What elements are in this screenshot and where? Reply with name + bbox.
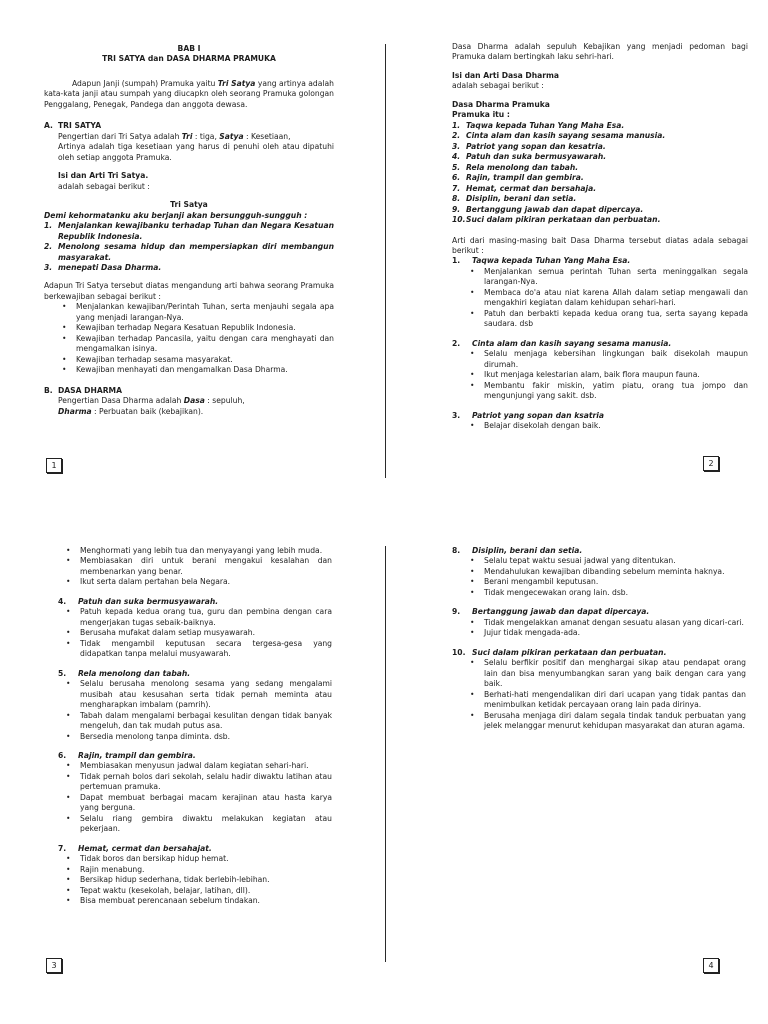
point-10-heading: 10. Suci dalam pikiran perkataan dan perbuatan.: [452, 647, 667, 657]
list-item: • Berusaha menjaga diri dalam segala tindak tanduk perbuatan yang jelek melanggar menurut kehidupan masyarakat dan aturan agama.: [484, 711, 746, 732]
list-item: • Membaca do'a atau niat karena Allah dalam setiap mengawali dan mengakhiri kegiatan dalam kehidupan sehari-hari.: [484, 288, 748, 309]
list-item: • Selalu menjaga kebersihan lingkungan baik disekolah maupun dirumah.: [484, 349, 748, 370]
page-divider-bottom: [385, 546, 386, 962]
list-item: • Bisa membuat perencanaan sebelum tindakan.: [80, 896, 332, 906]
point-9-bullets: [452, 618, 746, 639]
isi-dasa-title: Isi dan Arti Dasa Dharma: [452, 70, 560, 80]
isi-title: Isi dan Arti Tri Satya.: [58, 171, 149, 181]
dasa-item: 10. Suci dalam pikiran perkataan dan perbuatan.: [452, 215, 661, 225]
dasa-item: 9. Bertanggung jawab dan dapat dipercaya.: [452, 204, 644, 214]
list-item: • Patuh dan berbakti kepada kedua orang tua, serta sayang kepada saudara. dsb: [484, 309, 748, 330]
oath-intro: Demi kehormatanku aku berjanji akan bersungguh-sungguh :: [44, 210, 308, 220]
dasa-dharma-list: [452, 121, 748, 226]
dharma-definition: Dharma : Perbuatan baik (kebajikan).: [58, 406, 204, 416]
point-4-heading: 4. Patuh dan suka bermusyawarah.: [58, 596, 219, 606]
point-3-continued-bullets: [58, 546, 332, 588]
page-number-4: 4: [703, 958, 719, 973]
oath-item: 1. Menjalankan kewajibanku terhadap Tuhan dan Negara Kesatuan Republik Indonesia.: [44, 221, 334, 241]
list-item: • Kewajiban menhayati dan mengamalkan Dasa Dharma.: [76, 365, 334, 375]
list-item: • Ikut serta dalam pertahan bela Negara.: [80, 577, 332, 587]
list-item: • Rajin menabung.: [80, 865, 332, 875]
dasa-intro: Dasa Dharma adalah sepuluh Kebajikan yang menjadi pedoman bagi Pramuka dalam bertingkah laku sehri-hari.: [452, 42, 748, 62]
tri-satya-meaning: Artinya adalah tiga kesetiaan yang harus di penuhi oleh atau dipatuhi oleh setiap anggota Pramuka.: [58, 142, 334, 162]
dasa-item: 2. Cinta alam dan kasih sayang sesama manusia.: [452, 131, 666, 141]
isi-subtitle: adalah sebagai berikut :: [58, 181, 150, 191]
chapter-title: TRI SATYA dan DASA DHARMA PRAMUKA: [102, 54, 276, 64]
section-b-heading: B. DASA DHARMA: [44, 385, 122, 395]
section-a-heading: A. TRI SATYA: [44, 121, 102, 131]
list-item: • Patuh kepada kedua orang tua, guru dan pembina dengan cara mengerjakan tugas sebaik-baiknya.: [80, 607, 332, 628]
list-item: • Mendahulukan kewajiban dibanding sebelum meminta haknya.: [484, 567, 746, 577]
list-item: • Menjalankan semua perintah Tuhan serta meninggalkan segala larangan-Nya.: [484, 267, 748, 288]
dasa-item: 7. Hemat, cermat dan bersahaja.: [452, 183, 597, 193]
list-item: • Selalu berfikir positif dan menghargai sikap atau pendapat orang lain dan bisa menyumbangkan saran yang baik dengan cara yang baik.: [484, 658, 746, 689]
list-item: • Kewajiban terhadap Pancasila, yaitu dengan cara menghayati dan mengamalkan isinya.: [76, 334, 334, 355]
point-5-heading: 5. Rela menolong dan tabah.: [58, 668, 191, 678]
point-8-bullets: [452, 556, 746, 598]
intro-paragraph: Adapun Janji (sumpah) Pramuka yaitu Tri Satya yang artinya adalah kata-kata janji atau sumpah yang diucapkn oleh seorang Pramuka golongan Penggalang, Penegak, Pandega dan anggota dewasa.: [44, 78, 334, 109]
point-3-heading: 3. Patriot yang sopan dan ksatria: [452, 410, 604, 420]
list-item: • Menjalankan kewajiban/Perintah Tuhan, serta menjauhi segala apa yang menjadi larangan-Nya.: [76, 302, 334, 323]
dasa-item: 5. Rela menolong dan tabah.: [452, 162, 579, 172]
point-7-bullets: [58, 854, 332, 906]
oath-list: [44, 221, 334, 273]
list-item: • Membantu fakir miskin, yatim piatu, orang tua jompo dan mengunjungi yang sakit. dsb.: [484, 381, 748, 402]
point-1-heading: 1. Taqwa kepada Tuhan Yang Maha Esa.: [452, 256, 631, 266]
dasa-definition: Pengertian Dasa Dharma adalah Dasa : sepuluh,: [58, 396, 245, 406]
list-item: • Tidak mengecewakan orang lain. dsb.: [484, 588, 746, 598]
list-item: • Selalu riang gembira diwaktu melakukan kegiatan atau pekerjaan.: [80, 814, 332, 835]
page-3: [58, 546, 332, 907]
oath-item: 3. menepati Dasa Dharma.: [44, 262, 162, 272]
page-number-1: 1: [46, 458, 62, 473]
dasa-item: 8. Disiplin, berani dan setia.: [452, 194, 577, 204]
list-item: • Berhati-hati mengendalikan diri dari ucapan yang tidak pantas dan menimbulkan ketidak percayaan orang lain pada dirinya.: [484, 690, 746, 711]
chapter-label: BAB I: [177, 44, 201, 53]
meaning-intro: Adapun Tri Satya tersebut diatas mengandung arti bahwa seorang Pramuka berkewajiban sebagai berikut :: [44, 281, 334, 301]
point-1-bullets: [452, 267, 748, 330]
oath-title: Tri Satya: [170, 200, 208, 210]
arti-intro: Arti dari masing-masing bait Dasa Dharma tersebut diatas adala sebagai berikut :: [452, 235, 748, 255]
list-item: • Tidak mengelakkan amanat dengan sesuatu alasan yang dicari-cari.: [484, 618, 746, 628]
point-7-heading: 7. Hemat, cermat dan bersahajat.: [58, 843, 212, 853]
isi-dasa-subtitle: adalah sebagai berikut :: [452, 81, 544, 91]
list-item: • Tidak mengambil keputusan secara tergesa-gesa yang didapatkan tanpa melalui musyawarah.: [80, 639, 332, 660]
point-6-heading: 6. Rajin, trampil dan gembira.: [58, 750, 196, 760]
list-item: • Tidak boros dan bersikap hidup hemat.: [80, 854, 332, 864]
list-item: • Tidak pernah bolos dari sekolah, selalu hadir diwaktu latihan atau pertemuan pramuka.: [80, 772, 332, 793]
page-number-2: 2: [703, 456, 719, 471]
dasa-dharma-title: Dasa Dharma Pramuka: [452, 99, 550, 109]
oath-item: 2. Menolong sesama hidup dan mempersiapkan diri membangun masyarakat.: [44, 242, 334, 262]
list-item: • Kewajiban terhadap Negara Kesatuan Republik Indonesia.: [76, 323, 334, 333]
point-5-bullets: [58, 679, 332, 742]
point-3-bullets: [452, 421, 748, 431]
list-item: • Membiasakan menyusun jadwal dalam kegiatan sehari-hari.: [80, 761, 332, 771]
page-4: [452, 546, 746, 732]
dasa-item: 4. Patuh dan suka bermusyawarah.: [452, 152, 607, 162]
list-item: • Bersikap hidup sederhana, tidak berlebih-lebihan.: [80, 875, 332, 885]
list-item: • Kewajiban terhadap sesama masyarakat.: [76, 355, 334, 365]
page-number-3: 3: [46, 958, 62, 973]
point-8-heading: 8. Disiplin, berani dan setia.: [452, 546, 583, 555]
dasa-item: 1. Taqwa kepada Tuhan Yang Maha Esa.: [452, 120, 625, 130]
list-item: • Menghormati yang lebih tua dan menyayangi yang lebih muda.: [80, 546, 332, 556]
point-4-bullets: [58, 607, 332, 659]
meaning-bullets: [44, 302, 334, 375]
tri-satya-definition: Pengertian dari Tri Satya adalah Tri : tiga, Satya : Kesetiaan,: [58, 131, 291, 141]
page-1: [44, 44, 334, 417]
dasa-item: 6. Rajin, trampil dan gembira.: [452, 173, 584, 183]
dasa-dharma-subtitle: Pramuka itu :: [452, 110, 510, 120]
list-item: • Dapat membuat berbagai macam kerajinan atau hasta karya yang berguna.: [80, 793, 332, 814]
point-10-bullets: [452, 658, 746, 731]
list-item: • Tabah dalam mengalami berbagai kesulitan dengan tidak banyak mengeluh, dan tak mudah putus asa.: [80, 711, 332, 732]
point-9-heading: 9. Bertanggung jawab dan dapat dipercaya.: [452, 607, 650, 617]
page-2: [452, 42, 748, 431]
list-item: • Berusaha mufakat dalam setiap musyawarah.: [80, 628, 332, 638]
list-item: • Tepat waktu (kesekolah, belajar, latihan, dll).: [80, 886, 332, 896]
dasa-item: 3. Patriot yang sopan dan kesatria.: [452, 141, 606, 151]
list-item: • Ikut menjaga kelestarian alam, baik flora maupun fauna.: [484, 370, 748, 380]
list-item: • Bersedia menolong tanpa diminta. dsb.: [80, 732, 332, 742]
list-item: • Belajar disekolah dengan baik.: [484, 421, 748, 431]
list-item: • Selalu tepat waktu sesuai jadwal yang ditentukan.: [484, 556, 746, 566]
point-6-bullets: [58, 761, 332, 834]
list-item: • Berani mengambil keputusan.: [484, 577, 746, 587]
page-divider-top: [385, 44, 386, 478]
point-2-heading: 2. Cinta alam dan kasih sayang sesama manusia.: [452, 338, 672, 348]
point-2-bullets: [452, 349, 748, 401]
list-item: • Selalu berusaha menolong sesama yang sedang mengalami musibah atau kesusahan serta tidak pernah meminta atau mengharapkan imbalam (pamrih).: [80, 679, 332, 710]
list-item: • Membiasakan diri untuk berani mengakui kesalahan dan membenarkan yang benar.: [80, 556, 332, 577]
list-item: • Jujur tidak mengada-ada.: [484, 628, 746, 638]
